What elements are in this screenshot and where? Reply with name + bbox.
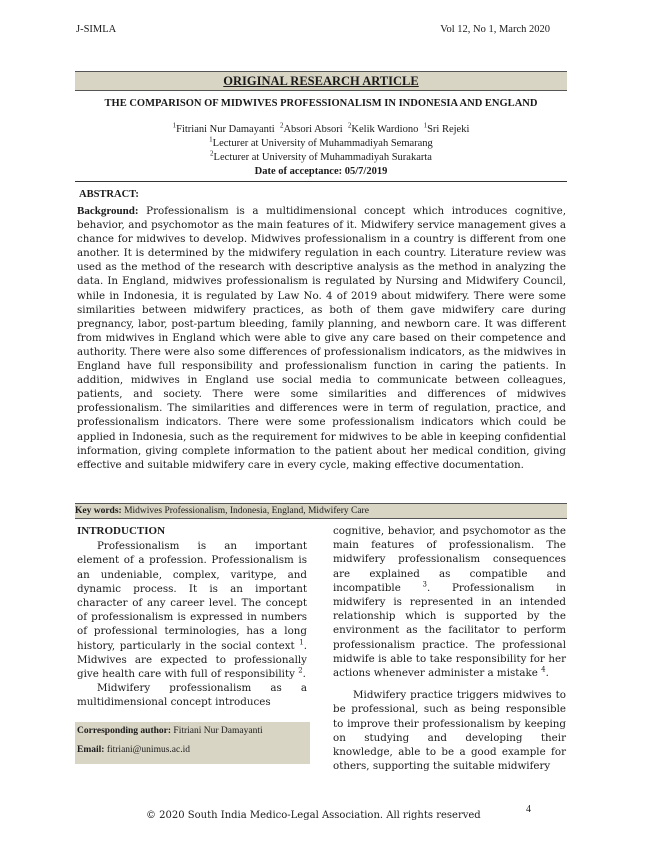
author-name: Sri Rejeki [427,124,470,135]
email-text: fitriani@unimus.ac.id [106,745,190,755]
acceptance-date: Date of acceptance: 05/7/2019 [254,166,388,177]
paragraph: Professionalism is an important element of a profession. Professionalism is an undeniable, complex, varitype, and dynamic process. It is an important character of any career level. The concept of professionalism is expressed in numbers of professional terminologies, has a long history, particularly in the social context $^1$. Midwives are expected to professionally give health care with full of responsibility $^2$. [77,540,307,681]
section-heading: INTRODUCTION [77,525,166,537]
author-name: Fitriani Nur Damayanti [176,124,275,135]
paragraph: cognitive, behavior, and psychomotor as the main features of professionalism. The midwifery professionalism consequences are explained as compatible and incompatible $^3$. Professionalism in midwifery is represented in an intended relationship which is supported by the environment as the facilitator to perform professionalism practice. The professional midwife is able to take responsibility for her actions whenever administer a mistake $^4$. [333,525,566,680]
corresponding-box: Corresponding author: Fitriani Nur Damayanti Email: fitriani@unimus.ac.id [75,722,310,764]
paragraph: Midwifery practice triggers midwives to be professional, such as being responsible to improve their professionalism by keeping on studying and developing their knowledge, able to be a good example for others, supporting the suitable midwifery [333,689,566,773]
left-column [77,524,307,710]
affiliation: $^1$Lecturer at University of Muhammadiyah Semarang [209,135,433,149]
right-column [333,524,566,773]
journal-volume: Vol 12, No 1, March 2020 [440,24,550,35]
abstract-heading: ABSTRACT: [79,189,139,200]
abstract-body: Background: Professionalism is a multidimensional concept which introduces cognitive, behavior, and psychomotor as the main features of it. Midwifery service management gives a chance for midwives to develop. Midwives professionalism in a country is different from one another. It is determined by the midwifery regulation in each country. Literature review was used as the method of the research with descriptive analysis as the method in analyzing the data. In England, midwives professionalism is regulated by Nursing and Midwifery Council, while in Indonesia, it is regulated by Law No. 4 of 2019 about midwifery. There were some similarities between midwifery practices, as both of them gave midwifery care during pregnancy, labor, post-partum bleeding, family planning, and newborn care. It was different from midwives in England which were able to give any care based on their competence and authority. There were also some differences of professionalism indicators, as the midwives in England have full responsibility and professionalism function in caring the patients. In addition, midwives in England use social media to communicate between colleagues, patients, and society. There were some similarities and differences of midwives professionalism. The similarities and differences were in term of regulation, practice, and professionalism indicators. There were some professionalism indicators which could be applied in Indonesia, such as the requirement for midwives to be able in keeping confidential information, giving complete information to the patient about her medical condition, giving effective and suitable midwifery care in every cycle, making effective documentation. [77,205,566,471]
author-name: Absori Absori [283,124,343,135]
author-list: $^1$Fitriani Nur Damayanti $^2$Absori Absori $^2$Kelik Wardiono $^1$Sri Rejeki [172,121,470,135]
journal-name: J-SIMLA [76,24,117,35]
affiliation: $^2$Lecturer at University of Muhammadiyah Surakarta [210,149,432,163]
page-number: 4 [526,804,531,815]
author-name: Kelik Wardiono [351,124,419,135]
article-title: THE COMPARISON OF MIDWIVES PROFESSIONALISM IN INDONESIA AND ENGLAND [104,98,538,109]
keywords-bar: Key words: Midwives Professionalism, Indonesia, England, Midwifery Care [75,503,567,519]
divider [75,181,567,182]
paragraph: Midwifery professionalism as a multidimensional concept introduces [77,682,307,709]
copyright-footer: © 2020 South India Medico-Legal Association. All rights reserved [146,810,481,821]
article-type-banner: ORIGINAL RESEARCH ARTICLE [75,71,567,91]
